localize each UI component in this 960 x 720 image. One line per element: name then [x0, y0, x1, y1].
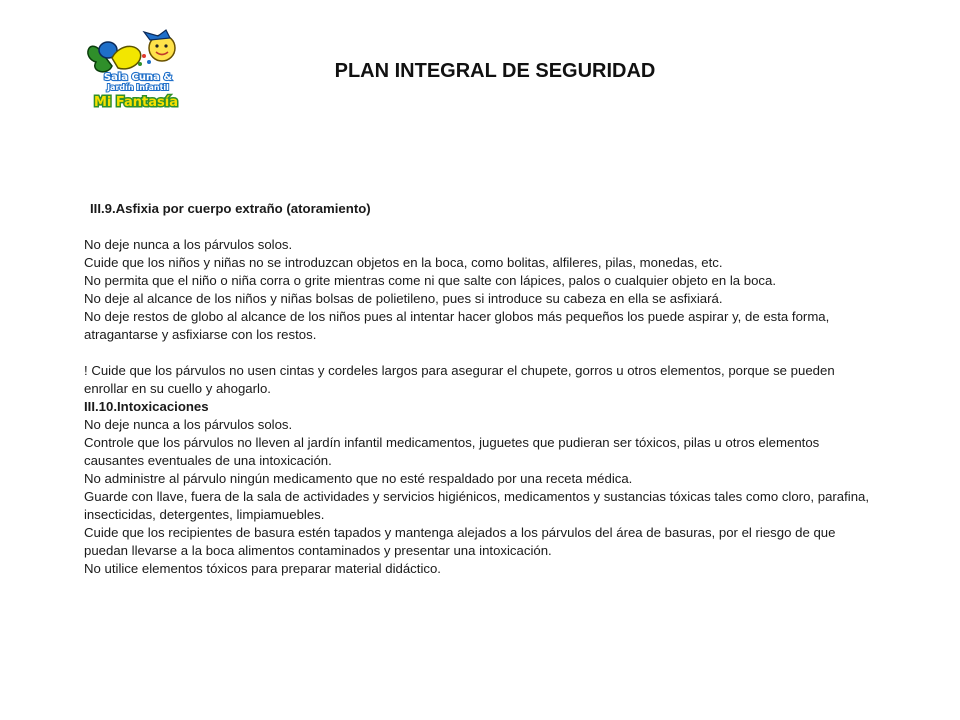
section-10-heading: III.10.Intoxicaciones: [84, 399, 209, 414]
section-10-paragraph: No utilice elementos tóxicos para preparar material didáctico.: [84, 561, 441, 576]
section-10-paragraph: Guarde con llave, fuera de la sala de actividades y servicios higiénicos, medicamentos y sustancias tóxicas tales como cloro, parafina, insecticidas, detergentes, limpiamuebles.: [84, 489, 870, 522]
section-10-paragraph: Cuide que los recipientes de basura estén tapados y mantenga alejados a los párvulos del área de basuras, por el riesgo de que puedan llevarse a la boca alimentos contaminados y presentar una intoxicación.: [84, 525, 836, 558]
logo-line-1: Sala Cuna &: [103, 72, 173, 83]
document-body: [84, 200, 874, 578]
logo-line-2: Jardín Infantil: [107, 83, 169, 92]
section-10-paragraph: Controle que los párvulos no lleven al jardín infantil medicamentos, juguetes que pudieran ser tóxicos, pilas u otros elementos causantes eventuales de una intoxicación.: [84, 435, 820, 468]
logo-line-3: Mi Fantasía: [93, 95, 179, 110]
section-9-paragraph: No deje nunca a los párvulos solos.: [84, 237, 293, 252]
section-10-paragraph: No administre al párvulo ningún medicamento que no esté respaldado por una receta médica.: [84, 471, 633, 486]
section-9-paragraph: ! Cuide que los párvulos no usen cintas y cordeles largos para asegurar el chupete, gorros u otros elementos, porque se pueden enrollar en su cuello y ahogarlo.: [84, 363, 835, 396]
section-9-paragraph: Cuide que los niños y niñas no se introduzcan objetos en la boca, como bolitas, alfileres, pilas, monedas, etc.: [84, 255, 723, 270]
page-title: PLAN INTEGRAL DE SEGURIDAD: [334, 60, 656, 82]
section-9-paragraph: No permita que el niño o niña corra o grite mientras come ni que salte con lápices, palos o cualquier objeto en la boca.: [84, 273, 777, 288]
section-9-paragraph: No deje al alcance de los niños y niñas bolsas de polietileno, pues si introduce su cabeza en ella se asfixiará.: [84, 291, 723, 306]
section-9-paragraph: No deje restos de globo al alcance de los niños pues al intentar hacer globos más pequeños los puede aspirar y, de esta forma, atragantarse y asfixiarse con los restos.: [84, 309, 830, 342]
section-9-heading: III.9.Asfixia por cuerpo extraño (atoramiento): [90, 201, 371, 216]
section-10-paragraph: No deje nunca a los párvulos solos.: [84, 417, 293, 432]
